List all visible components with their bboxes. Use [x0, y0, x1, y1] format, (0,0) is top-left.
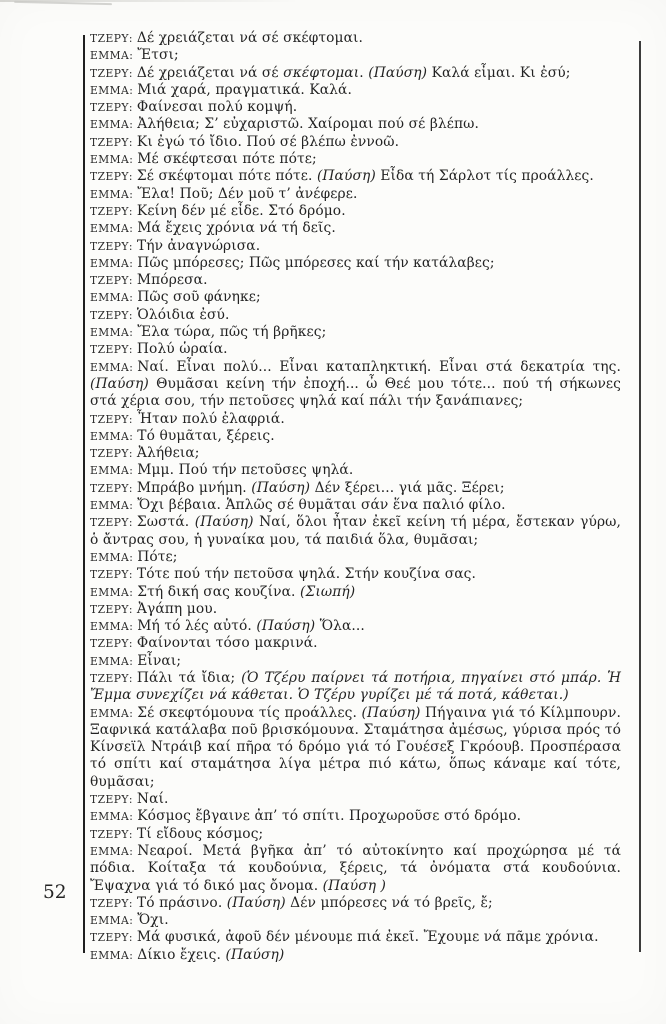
dialogue-line [90, 514, 621, 549]
dialogue-line [90, 808, 621, 825]
speaker-label: ΕΜΜΑ: [90, 499, 134, 513]
dialogue-line [90, 947, 621, 964]
dialogue-text: Τήν ἀναγνώρισα. [136, 237, 261, 254]
dialogue-text: Στή δική σας κουζίνα. [137, 583, 301, 600]
stage-direction: (Παύση) [90, 375, 149, 392]
speaker-label: ΕΜΜΑ: [90, 844, 134, 858]
speaker-label: ΤΖΕΡΥ: [90, 793, 133, 807]
speaker-label: ΕΜΜΑ: [90, 118, 134, 132]
dialogue-text: Σέ σκεφτόμουνα τίς προάλλες. [137, 704, 362, 721]
speaker-label: ΤΖΕΡΥ: [90, 637, 133, 651]
dialogue-text: Δέ χρειάζεται νά σέ σκέφτομαι. [136, 30, 364, 46]
dialogue-text: Πήγαινα γιά τό Κίλμπουρν. Ξαφνικά κατάλαβα ποῦ βρισκόμουνα. Σταμάτησα ἀμέσως, γύρισα πρός τό Κίνσεϊλ Ντράιβ καί πῆρα τό δρόμο γιά τό Γουέσεξ Γκρόουβ. Προσπέρασα τό σπίτι καί σταμάτησα λίγα μέτρα πιό κάτω, ὅπως κάναμε καί τότε, θυμᾶσαι; [90, 704, 621, 790]
dialogue-text: Μά ἔχεις χρόνια νά τή δεῖς. [137, 220, 336, 237]
dialogue-text: Ναί. [136, 791, 169, 808]
dialogue-line [90, 445, 621, 462]
dialogue-line [90, 826, 621, 843]
dialogue-line [90, 428, 621, 445]
right-margin-rule [639, 41, 641, 952]
speaker-label: ΕΜΜΑ: [90, 326, 134, 340]
dialogue-text: Φαίνεσαι πολύ κομψή. [136, 99, 298, 116]
dialogue-text: Εἶδα τή Σάρλοτ τίς προάλλες. [375, 168, 594, 185]
speaker-label: ΕΜΜΑ: [90, 360, 134, 374]
dialogue-text: Θυμᾶσαι κείνη τήν ἐποχή... ὦ Θεέ μου τότε... πού τή σήκωνες στά χέρια σου, τήν πετοῦσες ψηλά καί πάλι τήν ξανάπιανες; [90, 375, 621, 410]
dialogue-line [90, 584, 621, 601]
dialogue-text: Πῶς σοῦ φάνηκε; [137, 289, 261, 306]
dialogue-text: Τό πράσινο. [136, 894, 227, 911]
dialogue-line [90, 359, 621, 411]
speaker-label: ΤΖΕΡΥ: [90, 274, 133, 288]
dialogue-text: Κι ἐγώ τό ἴδιο. Πού σέ βλέπω ἐννοῶ. [136, 133, 400, 150]
dialogue-line [90, 255, 621, 272]
dialogue-line [90, 82, 621, 99]
dialogue-text: Μέ σκέφτεσαι πότε πότε; [137, 151, 317, 168]
dialogue-line [90, 601, 621, 618]
dialogue-text: Ἔτσι; [137, 47, 179, 64]
dialogue-line [90, 705, 621, 791]
dialogue-line [90, 324, 621, 341]
dialogue [90, 30, 621, 964]
dialogue-line [90, 151, 621, 168]
stage-direction: (Παύση) [256, 618, 316, 635]
dialogue-line [90, 480, 621, 497]
dialogue-text: Φαίνονται τόσο μακρινά. [136, 635, 318, 652]
dialogue-text: Ὄχι βέβαια. Ἁπλῶς σέ θυμᾶται σάν ἕνα παλιό φίλο. [137, 497, 506, 514]
dialogue-text: Μή τό λές αὐτό. [137, 618, 257, 635]
stage-direction: (Ὁ Τζέρυ παίρνει τά ποτήρια, πηγαίνει στό μπάρ. Ἡ Ἔμμα συνεχίζει νά κάθεται. Ὁ Τζέρυ γυρίζει μέ τά ποτά, κάθεται.) [90, 669, 621, 704]
dialogue-line [90, 912, 621, 929]
speaker-label: ΤΖΕΡΥ: [90, 32, 133, 45]
stage-direction: (Παύση) [225, 946, 285, 963]
dialogue-line [90, 549, 621, 566]
speaker-label: ΤΖΕΡΥ: [90, 170, 133, 184]
dialogue-line [90, 497, 621, 514]
dialogue-text: Δίκιο ἔχεις. [137, 946, 226, 963]
speaker-label: ΤΖΕΡΥ: [90, 308, 133, 322]
dialogue-line [90, 653, 621, 670]
stage-direction: σκέφτομαι [283, 64, 360, 81]
dialogue-line [90, 186, 621, 203]
dialogue-text: Σέ σκέφτομαι πότε πότε. [136, 168, 317, 185]
dialogue-text: Δέν ξέρει... γιά μᾶς. Ξέρει; [310, 479, 505, 496]
dialogue-line [90, 929, 621, 946]
speaker-label: ΕΜΜΑ: [90, 256, 134, 270]
speaker-label: ΕΜΜΑ: [90, 429, 134, 443]
speaker-label: ΤΖΕΡΥ: [90, 896, 133, 910]
speaker-label: ΤΖΕΡΥ: [90, 204, 133, 218]
speaker-label: ΕΜΜΑ: [90, 550, 134, 564]
stage-direction: (Παύση) [226, 894, 286, 911]
dialogue-text: Ἔλα! Ποῦ; Δέν μοῦ τ’ ἀνέφερε. [137, 185, 358, 202]
dialogue-text: Νεαροί. Μετά βγῆκα ἀπ’ τό αὐτοκίνητο καί προχώρησα μέ τά πόδια. Κοίταξα τά κουδούνια, ξέρεις, τά ὀνόματα στά κουδούνια. Ἔψαχνα γιά τό δικό μας ὄνομα. [90, 842, 621, 894]
dialogue-text: Ὅλα... [315, 618, 365, 635]
dialogue-text: Τί εἴδους κόσμος; [136, 825, 264, 842]
dialogue-text: Εἶναι; [137, 652, 182, 669]
dialogue-text: Πῶς μπόρεσες; Πῶς μπόρεσες καί τήν κατάλαβες; [137, 254, 495, 271]
speaker-label: ΕΜΜΑ: [90, 914, 134, 928]
dialogue-text: Καλά εἶμαι. Κι ἐσύ; [427, 64, 571, 81]
dialogue-text: . [359, 64, 369, 81]
stage-direction: (Παύση) [251, 479, 311, 496]
dialogue-text: Δέν μπόρεσες νά τό βρεῖς, ἔ; [285, 894, 493, 911]
dialogue-line [90, 411, 621, 428]
dialogue-text: Τό θυμᾶται, ξέρεις. [137, 427, 275, 444]
dialogue-line [90, 99, 621, 116]
stage-direction: (Παύση) [194, 514, 254, 531]
dialogue-text: Μμμ. Πού τήν πετοῦσες ψηλά. [137, 462, 354, 479]
dialogue-line [90, 116, 621, 133]
dialogue-text: Ὄχι. [137, 912, 169, 929]
dialogue-text: Ὁλόιδια ἐσύ. [136, 306, 230, 323]
page-number: 52 [43, 882, 67, 903]
speaker-label: ΕΜΜΑ: [90, 49, 134, 63]
dialogue-line [90, 341, 621, 358]
stage-direction: (Παύση) [316, 168, 376, 185]
left-margin-rule [83, 35, 85, 953]
dialogue-line [90, 670, 621, 705]
speaker-label: ΕΜΜΑ: [90, 187, 134, 201]
dialogue-text: Μπόρεσα. [136, 272, 208, 289]
speaker-label: ΤΖΕΡΥ: [90, 931, 133, 945]
dialogue-text: Κόσμος ἔβγαινε ἀπ’ τό σπίτι. Προχωροῦσε στό δρόμο. [137, 808, 522, 825]
dialogue-line [90, 47, 621, 64]
dialogue-line [90, 134, 621, 151]
dialogue-text: Πολύ ὡραία. [136, 341, 228, 358]
speaker-label: ΤΖΕΡΥ: [90, 239, 133, 253]
dialogue-line [90, 238, 621, 255]
speaker-label: ΕΜΜΑ: [90, 222, 134, 236]
speaker-label: ΤΖΕΡΥ: [90, 343, 133, 357]
dialogue-line [90, 462, 621, 479]
speaker-label: ΤΖΕΡΥ: [90, 135, 133, 149]
dialogue-text: Ναί, ὅλοι ἦταν ἐκεῖ κείνη τή μέρα, ἔστεκαν γύρω, ὁ ἄντρας σου, ἡ γυναίκα μου, τά παιδιά ὅλα, θυμᾶσαι; [90, 514, 621, 548]
dialogue-line [90, 220, 621, 237]
dialogue-text: Ἦταν πολύ ἐλαφριά. [136, 410, 285, 427]
speaker-label: ΕΜΜΑ: [90, 83, 134, 97]
dialogue-text: Μιά χαρά, πραγματικά. Καλά. [137, 81, 352, 98]
speaker-label: ΕΜΜΑ: [90, 585, 134, 599]
speaker-label: ΤΖΕΡΥ: [90, 481, 133, 495]
dialogue-text: Τότε πού τήν πετοῦσα ψηλά. Στήν κουζίνα σας. [136, 566, 476, 583]
stage-direction: (Σιωπή) [300, 583, 356, 600]
dialogue-line [90, 843, 621, 895]
dialogue-text: Μά φυσικά, ἀφοῦ δέν μένουμε πιά ἐκεῖ. Ἔχουμε νά πᾶμε χρόνια. [136, 929, 599, 946]
dialogue-line [90, 566, 621, 583]
speaker-label: ΕΜΜΑ: [90, 654, 134, 668]
speaker-label: ΤΖΕΡΥ: [90, 516, 133, 530]
dialogue-text: Ἀγάπη μου. [136, 600, 218, 617]
dialogue-text: Πάλι τά ἴδια; [136, 669, 242, 686]
speaker-label: ΤΖΕΡΥ: [90, 602, 133, 616]
speaker-label: ΕΜΜΑ: [90, 948, 134, 962]
dialogue-line [90, 289, 621, 306]
dialogue-text: Κείνη δέν μέ εἶδε. Στό δρόμο. [136, 202, 346, 219]
dialogue-line [90, 791, 621, 808]
dialogue-line [90, 30, 621, 47]
stage-direction: (Παύση) [361, 704, 421, 721]
speaker-label: ΤΖΕΡΥ: [90, 568, 133, 582]
dialogue-line [90, 618, 621, 635]
speaker-label: ΤΖΕΡΥ: [90, 447, 133, 461]
dialogue-text: Ἀλήθεια; [136, 445, 200, 462]
dialogue-line [90, 168, 621, 185]
speaker-label: ΕΜΜΑ: [90, 464, 134, 478]
dialogue-text: Σωστά. [136, 514, 195, 531]
dialogue-text: Ἔλα τώρα, πῶς τή βρῆκες; [137, 324, 327, 341]
dialogue-text: Πότε; [137, 548, 178, 565]
dialogue-line [90, 895, 621, 912]
speaker-label: ΕΜΜΑ: [90, 153, 134, 167]
dialogue-text: Ναί. Εἶναι πολύ... Εἶναι καταπληκτική. Εἶναι στά δεκατρία της. [137, 358, 621, 375]
dialogue-line [90, 635, 621, 652]
dialogue-line [90, 307, 621, 324]
speaker-label: ΕΜΜΑ: [90, 620, 134, 634]
dialogue-line [90, 272, 621, 289]
speaker-label: ΕΜΜΑ: [90, 291, 134, 305]
stage-direction: (Παύση ) [322, 877, 387, 894]
dialogue-text: Μπράβο μνήμη. [136, 479, 252, 496]
speaker-label: ΕΜΜΑ: [90, 706, 134, 720]
speaker-label: ΤΖΕΡΥ: [90, 412, 133, 426]
dialogue-line [90, 203, 621, 220]
stage-direction: (Παύση) [368, 64, 428, 81]
speaker-label: ΤΖΕΡΥ: [90, 827, 133, 841]
speaker-label: ΤΖΕΡΥ: [90, 101, 133, 115]
dialogue-text: Ἀλήθεια; Σ’ εὐχαριστῶ. Χαίρομαι πού σέ βλέπω. [137, 116, 480, 133]
scan-edge-artifact [0, 0, 666, 2]
speaker-label: ΤΖΕΡΥ: [90, 671, 133, 685]
speaker-label: ΕΜΜΑ: [90, 810, 134, 824]
dialogue-line [90, 65, 621, 82]
speaker-label: ΤΖΕΡΥ: [90, 66, 133, 80]
dialogue-text: Δέ χρειάζεται νά σέ [136, 64, 284, 81]
